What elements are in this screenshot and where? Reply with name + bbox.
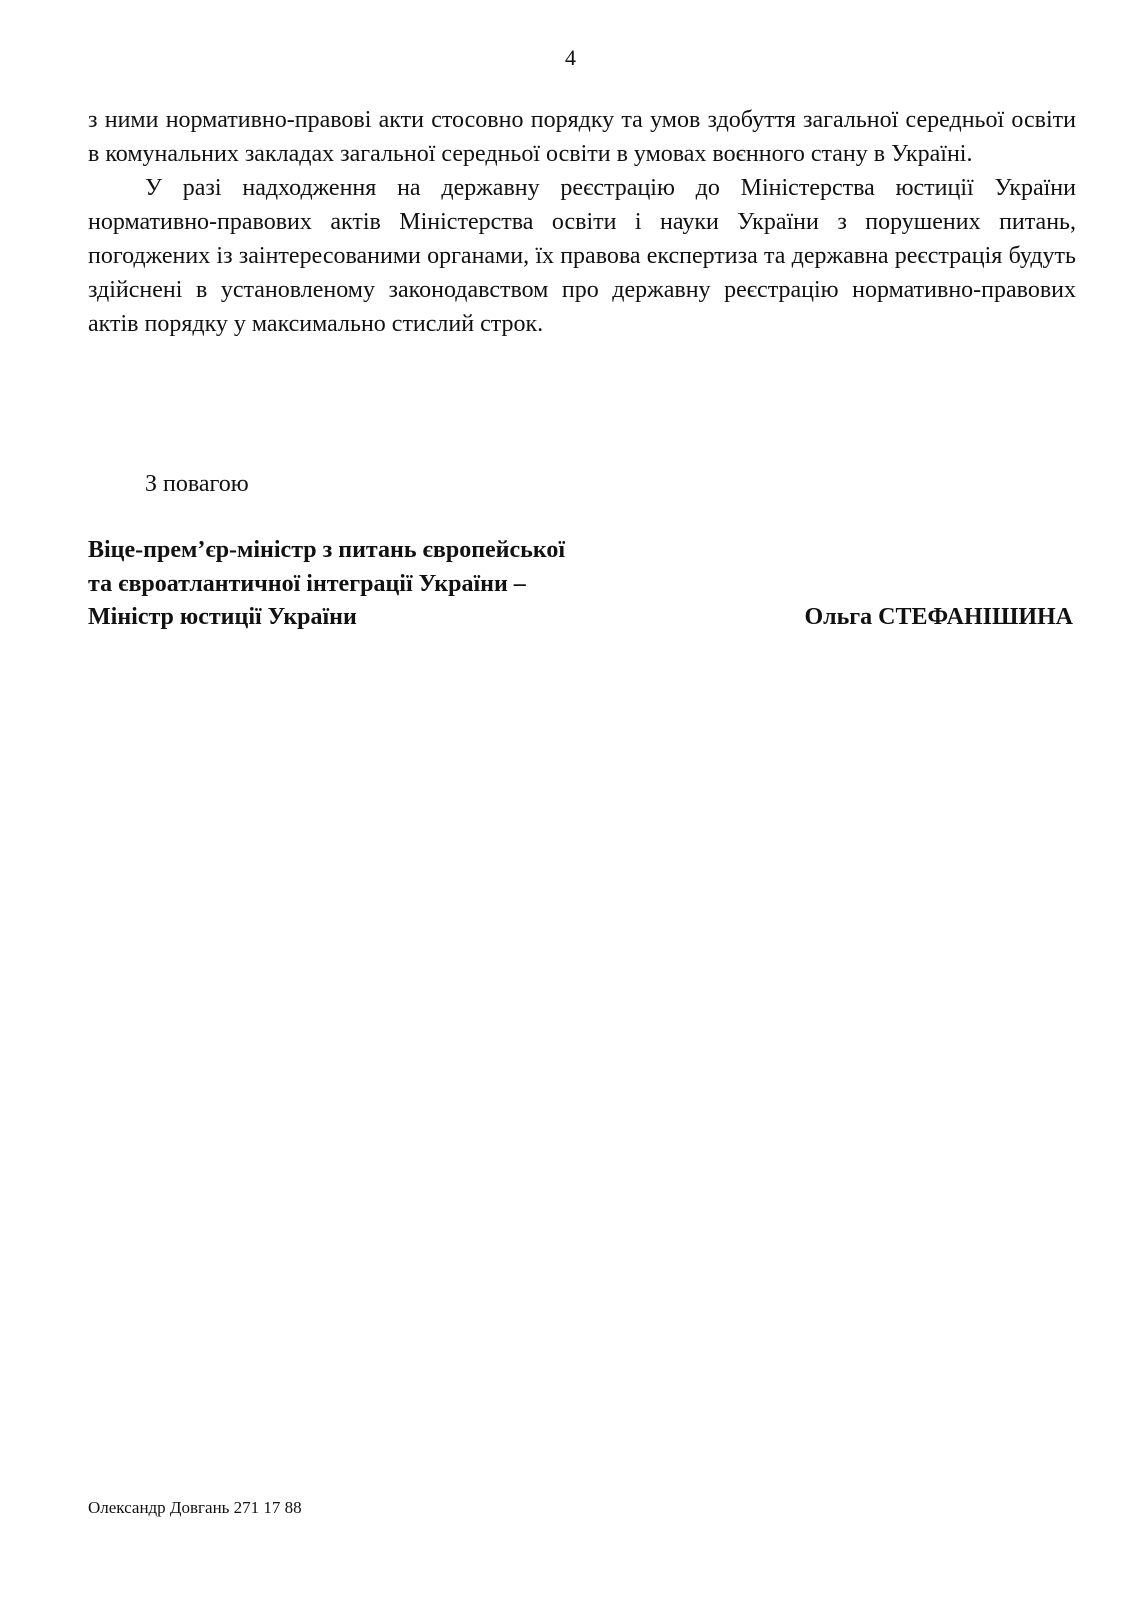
letter-body [88,103,1076,341]
body-paragraph-continuation: з ними нормативно-правові акти стосовно порядку та умов здобуття загальної середньої освіти в комунальних закладах загальної середньої освіти в умовах воєнного стану в Україні. [88,107,1076,167]
executor-contact: Олександр Довгань 271 17 88 [88,1498,302,1517]
signatory-position-line-3: Міністр юстиції України [88,604,357,630]
closing-phrase: З повагою [145,471,249,497]
signatory-row [88,601,1073,635]
page-number: 4 [565,45,576,70]
signatory-position-line-1: Віце-прем’єр-міністр з питань європейської [88,537,566,563]
signatory-position-line-2: та євроатлантичної інтеграції України – [88,570,526,597]
signatory-name: Ольга СТЕФАНІШИНА [804,604,1073,630]
signature-block [88,534,1073,635]
body-paragraph-registration: У разі надходження на державну реєстрацію до Міністерства юстиції України нормативно-правових актів Міністерства освіти і науки України з порушених питань, погоджених із заінтересованими органами, їх правова експертиза та державна реєстрація будуть здійснені в установленому законодавством про державну реєстрацію нормативно-правових актів порядку у максимально стислий строк. [88,175,1076,337]
